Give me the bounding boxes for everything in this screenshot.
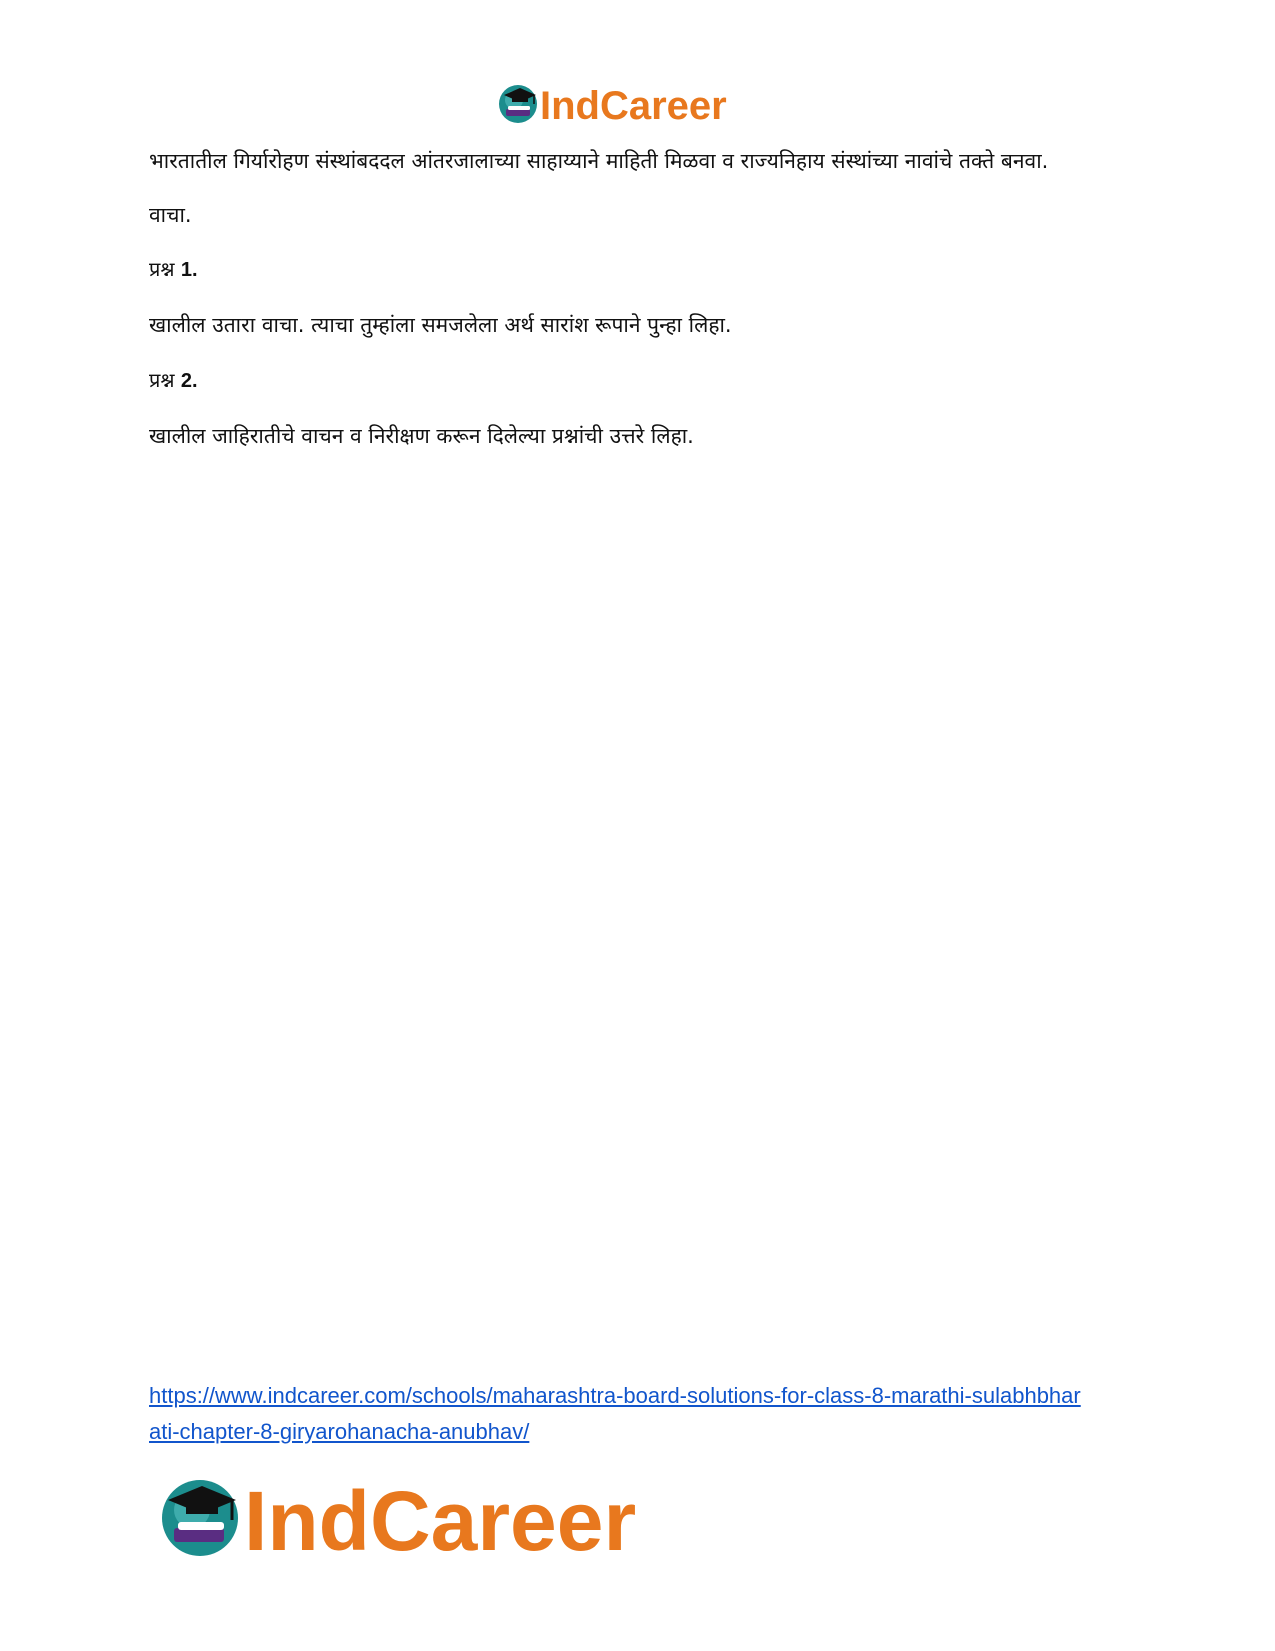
indcareer-logo-footer: [158, 1468, 698, 1568]
question-2-text: खालील जाहिरातीचे वाचन व निरीक्षण करून दिलेल्या प्रश्नांची उत्तरे लिहा.: [149, 424, 694, 448]
logo-wordmark: IndCareer: [540, 84, 727, 128]
question-1-text: खालील उतारा वाचा. त्याचा तुम्हांला समजलेला अर्थ सारांश रूपाने पुन्हा लिहा.: [149, 313, 732, 337]
question-1-label: प्रश्न: [149, 257, 175, 281]
question-2-number: 2.: [180, 370, 198, 392]
graduation-cap-globe-icon: [499, 85, 537, 123]
source-link-line-2[interactable]: ati-chapter-8-giryarohanacha-anubhav/: [149, 1419, 530, 1444]
read-heading: वाचा.: [149, 203, 192, 227]
indcareer-logo-header: [498, 78, 768, 130]
graduation-cap-globe-icon: [162, 1480, 238, 1556]
question-2-label: प्रश्न: [149, 368, 175, 392]
logo-wordmark: IndCareer: [244, 1474, 637, 1568]
source-link[interactable]: [149, 1378, 1139, 1450]
document-body: [149, 146, 1129, 451]
source-link-line-1[interactable]: https://www.indcareer.com/schools/maharashtra-board-solutions-for-class-8-marathi-sulabhbhar: [149, 1383, 1081, 1408]
intro-paragraph: भारतातील गिर्यारोहण संस्थांबददल आंतरजालाच्या साहाय्याने माहिती मिळवा व राज्यनिहाय संस्थांच्या नावांचे तक्ते बनवा.: [149, 149, 1049, 173]
question-1-number: 1.: [180, 259, 198, 281]
question-2-heading: [149, 365, 1129, 396]
question-1-heading: [149, 254, 1129, 285]
